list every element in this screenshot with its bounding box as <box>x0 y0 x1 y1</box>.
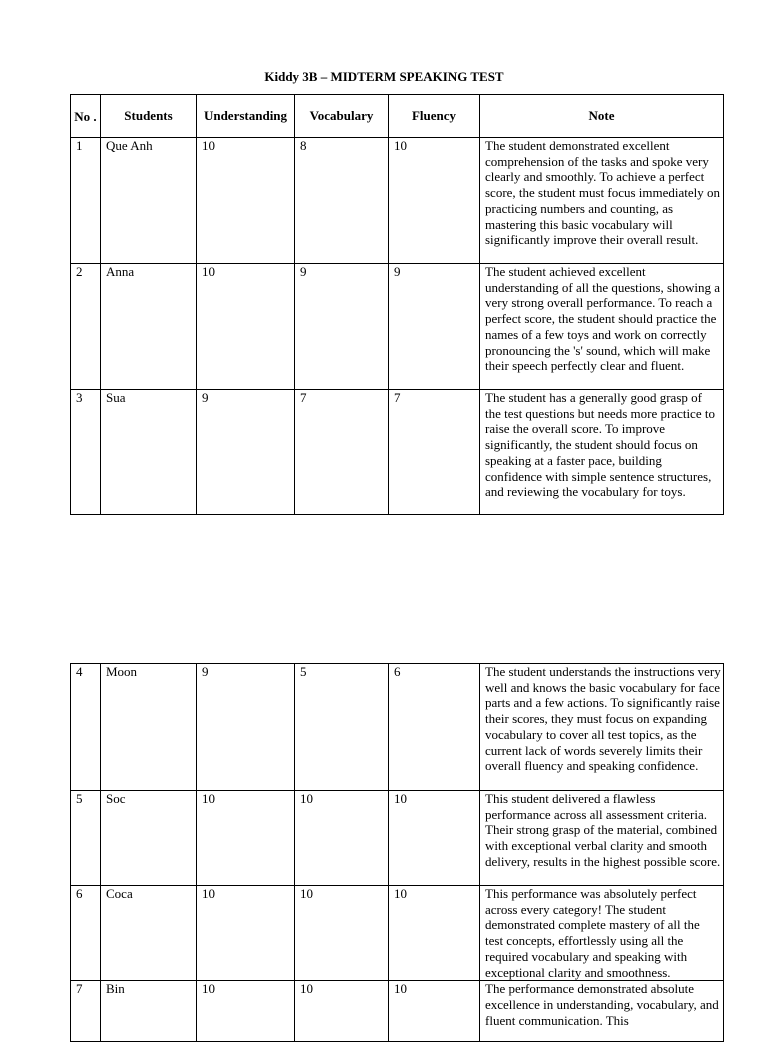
cell-note: The performance demonstrated absolute excellence in understanding, vocabulary, and fluent communication. This <box>480 981 724 1042</box>
table-row <box>71 981 724 1042</box>
table-row <box>71 664 724 791</box>
score-table-part-1 <box>70 94 724 515</box>
cell-vocabulary: 9 <box>295 264 389 390</box>
table-row <box>71 138 724 264</box>
cell-vocabulary: 10 <box>295 981 389 1042</box>
cell-understanding: 10 <box>197 264 295 390</box>
cell-fluency: 10 <box>389 138 480 264</box>
cell-vocabulary: 10 <box>295 791 389 886</box>
header-students: Students <box>101 95 197 138</box>
cell-note: The student has a generally good grasp of the test questions but needs more practice to raise the overall score. To improve significantly, the student should focus on speaking at a faster pace, building confidence with simple sentence structures, and reviewing the vocabulary for toys. <box>480 390 724 515</box>
cell-vocabulary: 7 <box>295 390 389 515</box>
cell-understanding: 9 <box>197 664 295 791</box>
cell-student: Que Anh <box>101 138 197 264</box>
cell-note: This performance was absolutely perfect across every category! The student demonstrated complete mastery of all the test concepts, effortlessly using all the required vocabulary and speaking with exceptional clarity and smoothness. <box>480 886 724 981</box>
cell-no: 1 <box>71 138 101 264</box>
cell-understanding: 10 <box>197 981 295 1042</box>
cell-note: The student demonstrated excellent comprehension of the tasks and spoke very clearly and smoothly. To achieve a perfect score, the student must focus immediately on practicing numbers and counting, as mastering this basic vocabulary will significantly improve their overall result. <box>480 138 724 264</box>
header-understanding: Understanding <box>197 95 295 138</box>
cell-understanding: 10 <box>197 791 295 886</box>
table-row <box>71 264 724 390</box>
cell-vocabulary: 10 <box>295 886 389 981</box>
cell-student: Bin <box>101 981 197 1042</box>
table-row <box>71 791 724 886</box>
table-row <box>71 886 724 981</box>
cell-note: This student delivered a flawless performance across all assessment criteria. Their strong grasp of the material, combined with exceptional verbal clarity and smooth delivery, results in the highest possible score. <box>480 791 724 886</box>
table-row <box>71 390 724 515</box>
cell-student: Sua <box>101 390 197 515</box>
header-fluency: Fluency <box>389 95 480 138</box>
cell-note: The student understands the instructions very well and knows the basic vocabulary for face parts and a few actions. To significantly raise their scores, they must focus on expanding vocabulary to cover all test topics, as the current lack of words severely limits their overall fluency and speaking confidence. <box>480 664 724 791</box>
table-header-row <box>71 95 724 138</box>
cell-understanding: 10 <box>197 886 295 981</box>
cell-fluency: 9 <box>389 264 480 390</box>
cell-understanding: 10 <box>197 138 295 264</box>
cell-student: Anna <box>101 264 197 390</box>
cell-understanding: 9 <box>197 390 295 515</box>
cell-vocabulary: 5 <box>295 664 389 791</box>
cell-no: 6 <box>71 886 101 981</box>
cell-fluency: 10 <box>389 886 480 981</box>
header-no: No . <box>71 95 101 138</box>
score-table-part-2 <box>70 663 724 1042</box>
header-vocabulary: Vocabulary <box>295 95 389 138</box>
cell-no: 4 <box>71 664 101 791</box>
cell-fluency: 10 <box>389 981 480 1042</box>
header-note: Note <box>480 95 724 138</box>
cell-student: Coca <box>101 886 197 981</box>
cell-no: 3 <box>71 390 101 515</box>
cell-fluency: 6 <box>389 664 480 791</box>
cell-student: Moon <box>101 664 197 791</box>
cell-note: The student achieved excellent understanding of all the questions, showing a very strong overall performance. To reach a perfect score, the student should practice the names of a few toys and work on correctly pronouncing the 's' sound, which will make their speech perfectly clear and fluent. <box>480 264 724 390</box>
cell-no: 7 <box>71 981 101 1042</box>
cell-student: Soc <box>101 791 197 886</box>
cell-fluency: 10 <box>389 791 480 886</box>
cell-vocabulary: 8 <box>295 138 389 264</box>
cell-no: 5 <box>71 791 101 886</box>
cell-fluency: 7 <box>389 390 480 515</box>
document-title: Kiddy 3B – MIDTERM SPEAKING TEST <box>264 69 504 84</box>
cell-no: 2 <box>71 264 101 390</box>
